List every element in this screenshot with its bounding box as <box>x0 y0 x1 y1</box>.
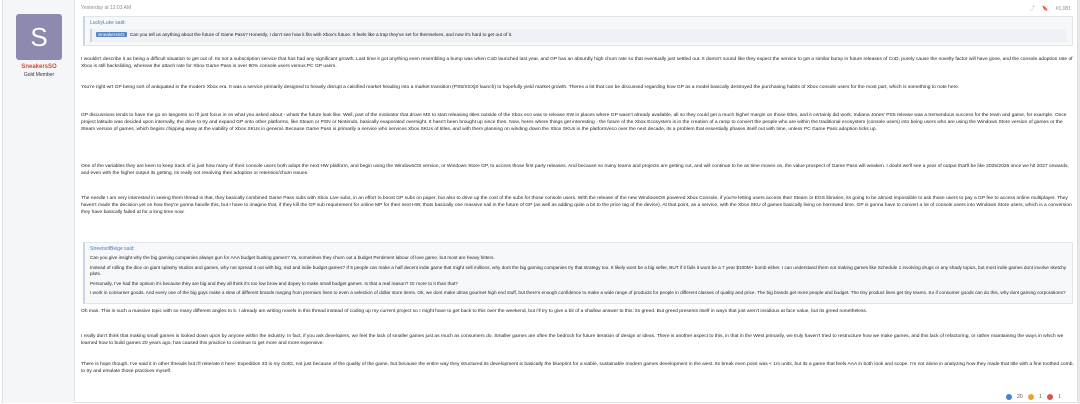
post-date[interactable]: Yesterday at 12:03 AM <box>81 5 132 11</box>
quote-block <box>83 242 1073 304</box>
message-header <box>81 2 1075 14</box>
quote-line: Instead of rolling the dice on giant splashy studios and games, why not spread it out with big, mid and indie budget games? If 5 people can make a half decent indie game that might sell millions, why dont the big gaming companies try that strategy too. It likely wont be a big seller, BUT if it fails it wont be a 7 year $100M+ bomb either. I can understand them not making games like Schedule 1 involving drugs or any shady topics, but most indie games dont involve sketchy plots. <box>90 264 1067 276</box>
message-content <box>81 0 1075 403</box>
post-paragraph: You're right wrt GP being sort of antiquated in the modern Xbox era. It was a service primarily designed to heavily disrupt a calcified market heading into a market transition (PS5/XSXjS launch) to hopefully yield market growth. Theres a lot that can be discussed regarding how GP as a model basically destroyed the purchasing habits of Xbox console users for the most part, which is something to note here. <box>81 85 960 90</box>
avatar[interactable]: S <box>16 14 62 60</box>
nested-quote-text: Can you tell us anything about the future of Game Pass? Honestly, I don't see how it fits with Xbox's future. It feels like a trap they've set for themselves, and now it's hard to get out of it. <box>129 32 513 37</box>
post-container <box>2 0 1078 403</box>
reactions-bar[interactable] <box>1002 394 1061 400</box>
post-paragraph: I wouldn't describe it as being a difficult situation to get out of. Its not a subscription service that has had any significant growth. Last time it got anything even resembling a bump was when CoD launched last year, and GP has an absurdly high churn rate so that eventually just settled out. It doesn't sound like they expect the service to get a similar bump in future releases of CoD, purely cause the novelty factor will have gone, and the console adoption rate of Xbox is still backsliding, whereas the attach rate for Xbox Game Pass is over 90% console users versus PC GP users. <box>81 57 1073 69</box>
wow-reaction[interactable] <box>1047 394 1061 400</box>
post-number[interactable]: #1,081 <box>1055 6 1071 12</box>
username[interactable]: SneakersSO <box>21 64 57 70</box>
laugh-icon <box>1028 394 1034 400</box>
quote-author[interactable]: LuckyLuke said: <box>90 20 126 26</box>
wow-count: 1 <box>1058 394 1061 400</box>
like-icon <box>1006 394 1012 400</box>
nested-quote <box>90 29 1067 42</box>
laugh-reaction[interactable] <box>1028 394 1043 400</box>
user-title: Gold Member <box>23 72 55 78</box>
post-paragraph: Oh man. This is such a massive topic with so many different angles to it. I already am writing novels in this thread instead of coding up my current project so I might have to get back to this over the weekend, but i'll try to give a bit of a shallow answer to this: its greed. But greed presents itself in ways that just aren't insidious at face value, but its greed nonetheless. <box>81 309 868 314</box>
message-actions <box>1024 5 1071 12</box>
bookmark-icon[interactable]: 🔖 <box>1042 6 1049 12</box>
nested-quote-author[interactable]: SneakersSO <box>98 32 125 37</box>
quote-line: Personally, I've had the opinion it's because they are big and they all think it's too low brow and dopey to make small budget games. Is that a real reason? Or more to it than that? <box>90 280 458 286</box>
post-paragraph: There is hope though. I've said it in other threads but i'll reiterate it here: Expedition 33 is my GotG, not just because of the quality of the game, but because the entire way they structured its development is basically the blueprint for a viable, sustainable modern games development in the west. Its break even point was < 1m units, but its a game that feels AAA in both look and scope. I'm not alone in analyzing how they made that title with a fine toothed comb, to try and emulate those practices myself. <box>81 362 1074 374</box>
quote-line: Can you give insight why the big gaming companies always gun for AAA budget busting games? Ya, sometimes they churn out a budget Pentiment labour of love game, but most are heavy hitters. <box>90 255 495 260</box>
post-paragraph: I really don't think that making small games is looked down upon by anyone within the industry. In fact, if you ask developers, we feel the lack of smaller games just as much as consumers do. Smaller games are often the bedrock for future iteration of design or ideas. There is another aspect to this, in that in the West primarily, we truly haven't tried to restructure how we make games, and this lack of refactoring, or rather maintaining the ways in which we learned how to build games 20 years ago, has caused this practice to continue to get more and more expensive. <box>81 334 1064 346</box>
user-panel <box>3 0 75 403</box>
quote-body <box>85 255 1072 303</box>
post-paragraph: The needle I am very interested in seeing them thread is that, they basically combined Game Pass subs with Xbox Live subs, in an effort to boost GP subs on paper, but also to drive up the cost of the subs for those console users. With the release of the new WindowsOS powered Xbox Console, if you're letting users access their Steam or EGS libraries, its going to be almost impossible to ask those users to pay a GP fee to access online multiplayer. They haven't made the decision yet on how they're gonna handle this, but I have to imagine that, if they kill the GP sub requirement for online MP for their next HW, thats basically one massive nail in the future of GP (as well as adding quite a bit to the price tag of the device). At that point, as a service, with the Xbox SKU of games basically living on borrowed time, GP is gonna have to convert a lot of console users into Windows Store users, which is a conversion they have basically failed at for a long time now. <box>81 196 1072 215</box>
like-reaction[interactable] <box>1006 394 1024 400</box>
quote-line: I work in consumer goods. And every one of the big guys make a slew of different brands ranging from premium lines to even a selection of dollar store items. Ok, we dont make ultras gourmet high end stuff, but there's enough confidence to make a wide range of products for people in different classes of quality and price. The big brands get more people and budget. The tiny product lines get tiny teams. So if consumer goods can do this, why dont gaming corporations? <box>90 290 1066 295</box>
share-icon[interactable]: ⤴ <box>1029 6 1035 12</box>
wow-icon <box>1047 394 1053 400</box>
like-count: 20 <box>1017 394 1023 400</box>
quote-block <box>83 16 1073 46</box>
post-paragraph: One of the variables they are keen to keep track of is just how many of their console users both adopt the next HW platform, and begin using the WindowsOS version, or Windows Store GP, to access those first party releases. And because so many teams and projects are getting cut, and will continue to be as time moves on, the value prospect of Game Pass will weaken. I doubt we'll see a year of output that'll be like 2025/2026 once we hit 2027 onwards, and even with the higher output its getting, its really not resolving their adoption or retention/churn issues. <box>81 164 1069 176</box>
post-paragraph: GP discussions tends to have me go on tangents so i'll just focus in on what you asked about - whats the future look like. Well, part of the motivator that drove MS to start releasing titles outside of the Xbox eco was to release SW in places where GP wasn't already available, all so they could get a much higher margin on those titles, and it certainly did work, Indiana Jones' PS5 release was a tremendous success for the team and game, for example. Once project latitude was decided upon internally, the drive to try and expand GP onto other platforms, like Steam or PSN or Nintendo, basically evaporated overnight. It hasn't been brought up since then. Now, heres where things get interesting - the future of the Xbox Ecosystem is in the creation of a ramp to convert the people who are within the traditional ecosystem (console users) into being users who are using the Windows Store version of games or the Steam version of games, which begins chipping away at the viability of Xbox SKUs in general. Because Game Pass is primarily a service who services Xbox SKUs of titles, and with them planning on winding down the Xbox SKUs in the platform/eco over the next decade, its a problem that essentially phases itself out with time, unless PC Game Pass adoption ticks up. <box>81 113 1067 132</box>
quote-author[interactable]: StreetsofBeige said: <box>90 246 135 252</box>
laugh-count: 1 <box>1039 394 1042 400</box>
